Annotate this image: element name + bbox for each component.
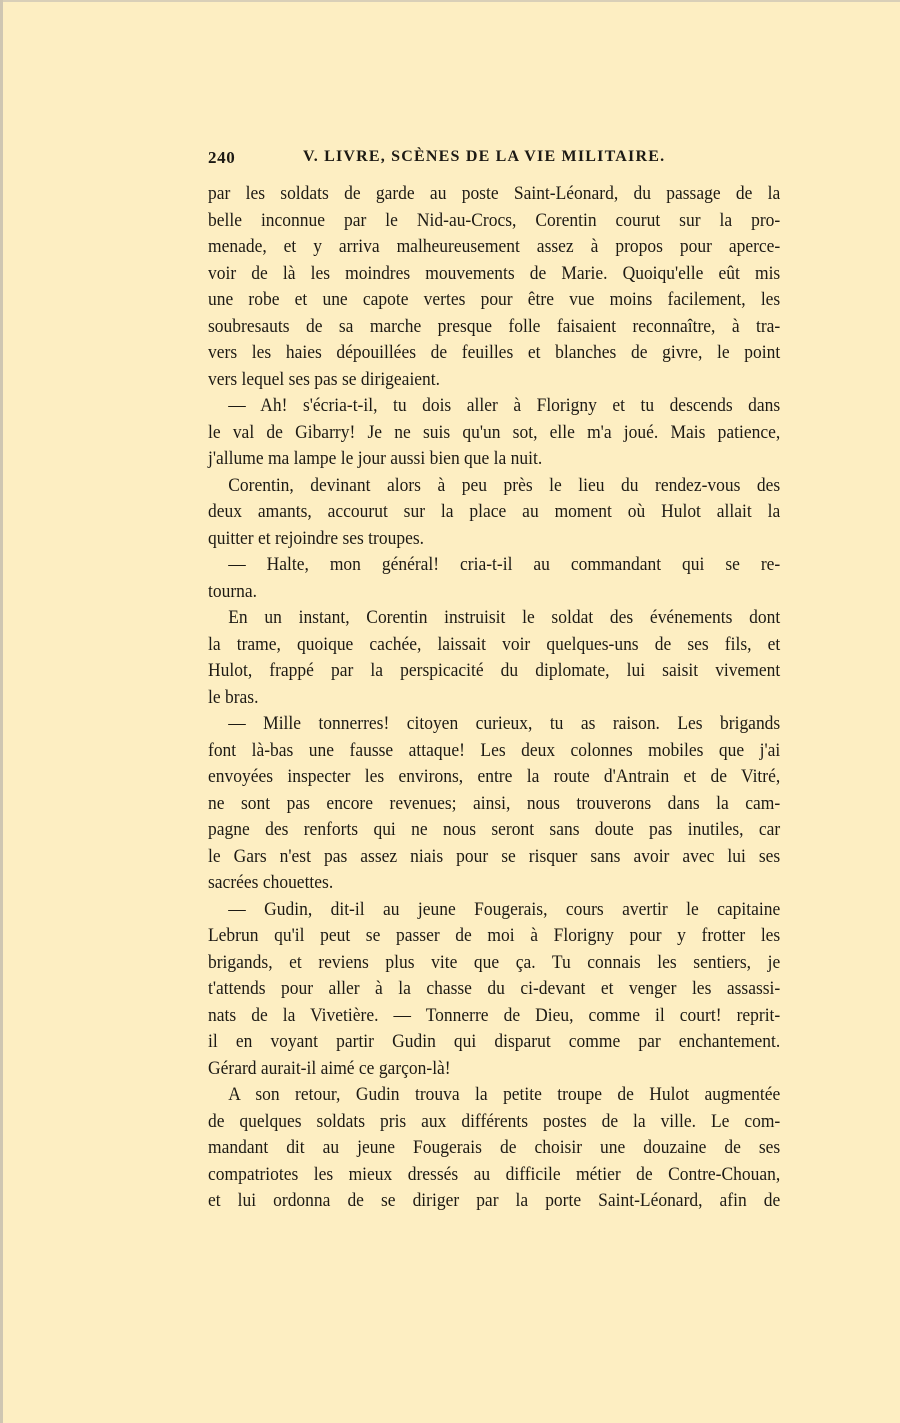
text-line: le Gars n'est pas assez niais pour se risquer sans avoir avec lui ses: [208, 845, 781, 867]
text-line: A son retour, Gudin trouva la petite troupe de Hulot augmentée: [228, 1084, 781, 1105]
running-header: [208, 146, 780, 172]
text-line: sacrées chouettes.: [208, 872, 334, 893]
page-number: 240: [208, 148, 236, 167]
text-line: j'allume ma lampe le jour aussi bien que la nuit.: [208, 448, 543, 469]
text-line: deux amants, accourut sur la place au moment où Hulot allait la: [208, 501, 781, 522]
page-top-edge: [0, 0, 900, 2]
text-line: ne sont pas encore revenues; ainsi, nous trouverons dans la cam-: [208, 792, 781, 814]
text-line: envoyées inspecter les environs, entre la route d'Antrain et de Vitré,: [208, 766, 781, 787]
text-line: de quelques soldats pris aux différents postes de la ville. Le com-: [208, 1110, 781, 1132]
text-line: vers les haies dépouillées de feuilles et blanches de givre, le point: [208, 342, 781, 363]
text-line: Lebrun qu'il peut se passer de moi à Florigny pour y frotter les: [208, 925, 781, 946]
text-line: par les soldats de garde au poste Saint-Léonard, du passage de la: [208, 183, 781, 204]
text-line: le val de Gibarry! Je ne suis qu'un sot, elle m'a joué. Mais patience,: [208, 421, 781, 443]
text-line: la trame, quoique cachée, laissait voir quelques-uns de ses fils, et: [208, 633, 781, 655]
text-line: le bras.: [208, 686, 259, 708]
running-title: V. LIVRE, SCÈNES DE LA VIE MILITAIRE.: [303, 148, 666, 165]
text-line: nats de la Vivetière. — Tonnerre de Dieu, comme il court! reprit-: [208, 1004, 781, 1026]
text-line: soubresauts de sa marche presque folle faisaient reconnaître, à tra-: [208, 315, 781, 337]
text-line: — Mille tonnerres! citoyen curieux, tu as raison. Les brigands: [228, 713, 781, 734]
body-text: [208, 181, 781, 1215]
text-line: brigands, et reviens plus vite que ça. Tu connais les sentiers, je: [208, 951, 781, 973]
text-line: compatriotes les mieux dressés au difficile métier de Contre-Chouan,: [208, 1163, 781, 1185]
text-line: pagne des renforts qui ne nous seront sans doute pas inutiles, car: [208, 819, 781, 840]
text-line: — Gudin, dit-il au jeune Fougerais, cours avertir le capitaine: [228, 898, 781, 920]
text-line: — Ah! s'écria-t-il, tu dois aller à Florigny et tu descends dans: [228, 395, 781, 416]
page-left-edge: [0, 0, 3, 1423]
text-line: il en voyant partir Gudin qui disparut comme par enchantement.: [208, 1031, 781, 1052]
text-line: Hulot, frappé par la perspicacité du diplomate, lui saisit vivement: [208, 660, 781, 681]
text-line: voir de là les moindres mouvements de Marie. Quoiqu'elle eût mis: [208, 262, 781, 284]
text-line: Corentin, devinant alors à peu près le lieu du rendez-vous des: [228, 474, 781, 496]
text-line: vers lequel ses pas se dirigeaient.: [208, 368, 441, 390]
text-line: quitter et rejoindre ses troupes.: [208, 527, 425, 549]
text-line: font là-bas une fausse attaque! Les deux colonnes mobiles que j'ai: [208, 739, 781, 761]
text-line: une robe et une capote vertes pour être vue moins facilement, les: [208, 289, 781, 310]
text-line: et lui ordonna de se diriger par la porte Saint-Léonard, afin de: [208, 1190, 781, 1211]
text-line: menade, et y arriva malheureusement assez à propos pour aperce-: [208, 236, 781, 257]
text-line: belle inconnue par le Nid-au-Crocs, Corentin courut sur la pro-: [208, 209, 781, 231]
text-line: t'attends pour aller à la chasse du ci-devant et venger les assassi-: [208, 978, 781, 999]
text-line: mandant dit au jeune Fougerais de choisir une douzaine de ses: [208, 1137, 781, 1158]
text-line: Gérard aurait-il aimé ce garçon-là!: [208, 1057, 451, 1079]
text-line: tourna.: [208, 580, 258, 602]
text-line: En un instant, Corentin instruisit le soldat des événements dont: [228, 607, 781, 628]
text-line: — Halte, mon général! cria-t-il au commandant qui se re-: [228, 554, 781, 575]
